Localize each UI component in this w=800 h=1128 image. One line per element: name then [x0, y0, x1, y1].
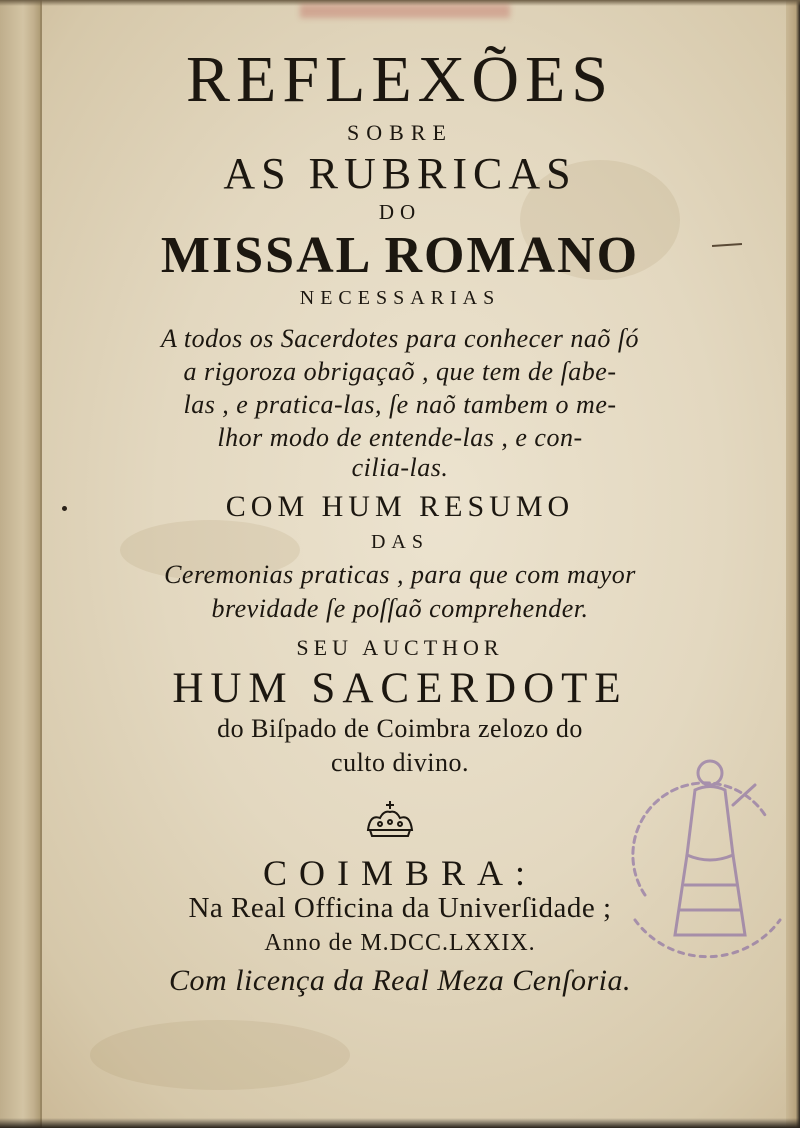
subtitle-italic-line: a rigoroza obrigaçaõ , que tem de ſabe-	[183, 357, 617, 386]
subtitle-italic-line: A todos os Sacerdotes para conhecer naõ ſó	[160, 324, 640, 353]
imprint-printer: Na Real Officina da Univerſidade ;	[188, 892, 612, 924]
imprint-place: COIMBRA:	[262, 853, 538, 893]
author-description-line: do Biſpado de Coimbra zelozo do	[217, 714, 583, 743]
paper-stain	[90, 1020, 350, 1090]
author-hum-sacerdote: HUM SACERDOTE	[172, 665, 628, 712]
page-gutter	[0, 0, 42, 1128]
subtitle-italic-line: las , e pratica-las, ſe naõ tambem o me-	[183, 390, 617, 419]
subtitle-italic-line: cilia-las.	[351, 453, 449, 482]
title-line-missal-romano: MISSAL ROMANO	[160, 227, 640, 284]
subtitle-italic-line: lhor modo de entende-las , e con-	[217, 423, 583, 452]
title-line-rubricas: AS RUBRICAS	[223, 149, 577, 198]
crown-ornament-icon	[362, 800, 418, 840]
author-description-line: culto divino.	[331, 748, 469, 777]
library-stamp-icon	[615, 745, 790, 975]
title-line-do: DO	[378, 200, 422, 224]
ceremonias-italic-line: Ceremonias praticas , para que com mayor	[164, 560, 636, 589]
gutter-fold-line	[40, 0, 42, 1128]
title-line-necessarias: NECESSARIAS	[299, 287, 501, 309]
red-bleed-mark	[300, 4, 510, 18]
title-line-das: DAS	[370, 531, 429, 553]
title-line-com-hum-resumo: COM HUM RESUMO	[225, 490, 575, 523]
page-bottom-edge	[0, 1118, 800, 1128]
title-line-sobre: SOBRE	[347, 120, 453, 145]
ceremonias-italic-line: brevidade ſe poſſaõ comprehender.	[211, 594, 589, 623]
imprint-year: Anno de M.DCC.LXXIX.	[264, 930, 536, 956]
imprint-license: Com licença da Real Meza Cenſoria.	[169, 964, 631, 997]
title-line-seu-aucthor: SEU AUCTHOR	[296, 635, 504, 660]
main-title: REFLEXÕES	[185, 43, 615, 116]
